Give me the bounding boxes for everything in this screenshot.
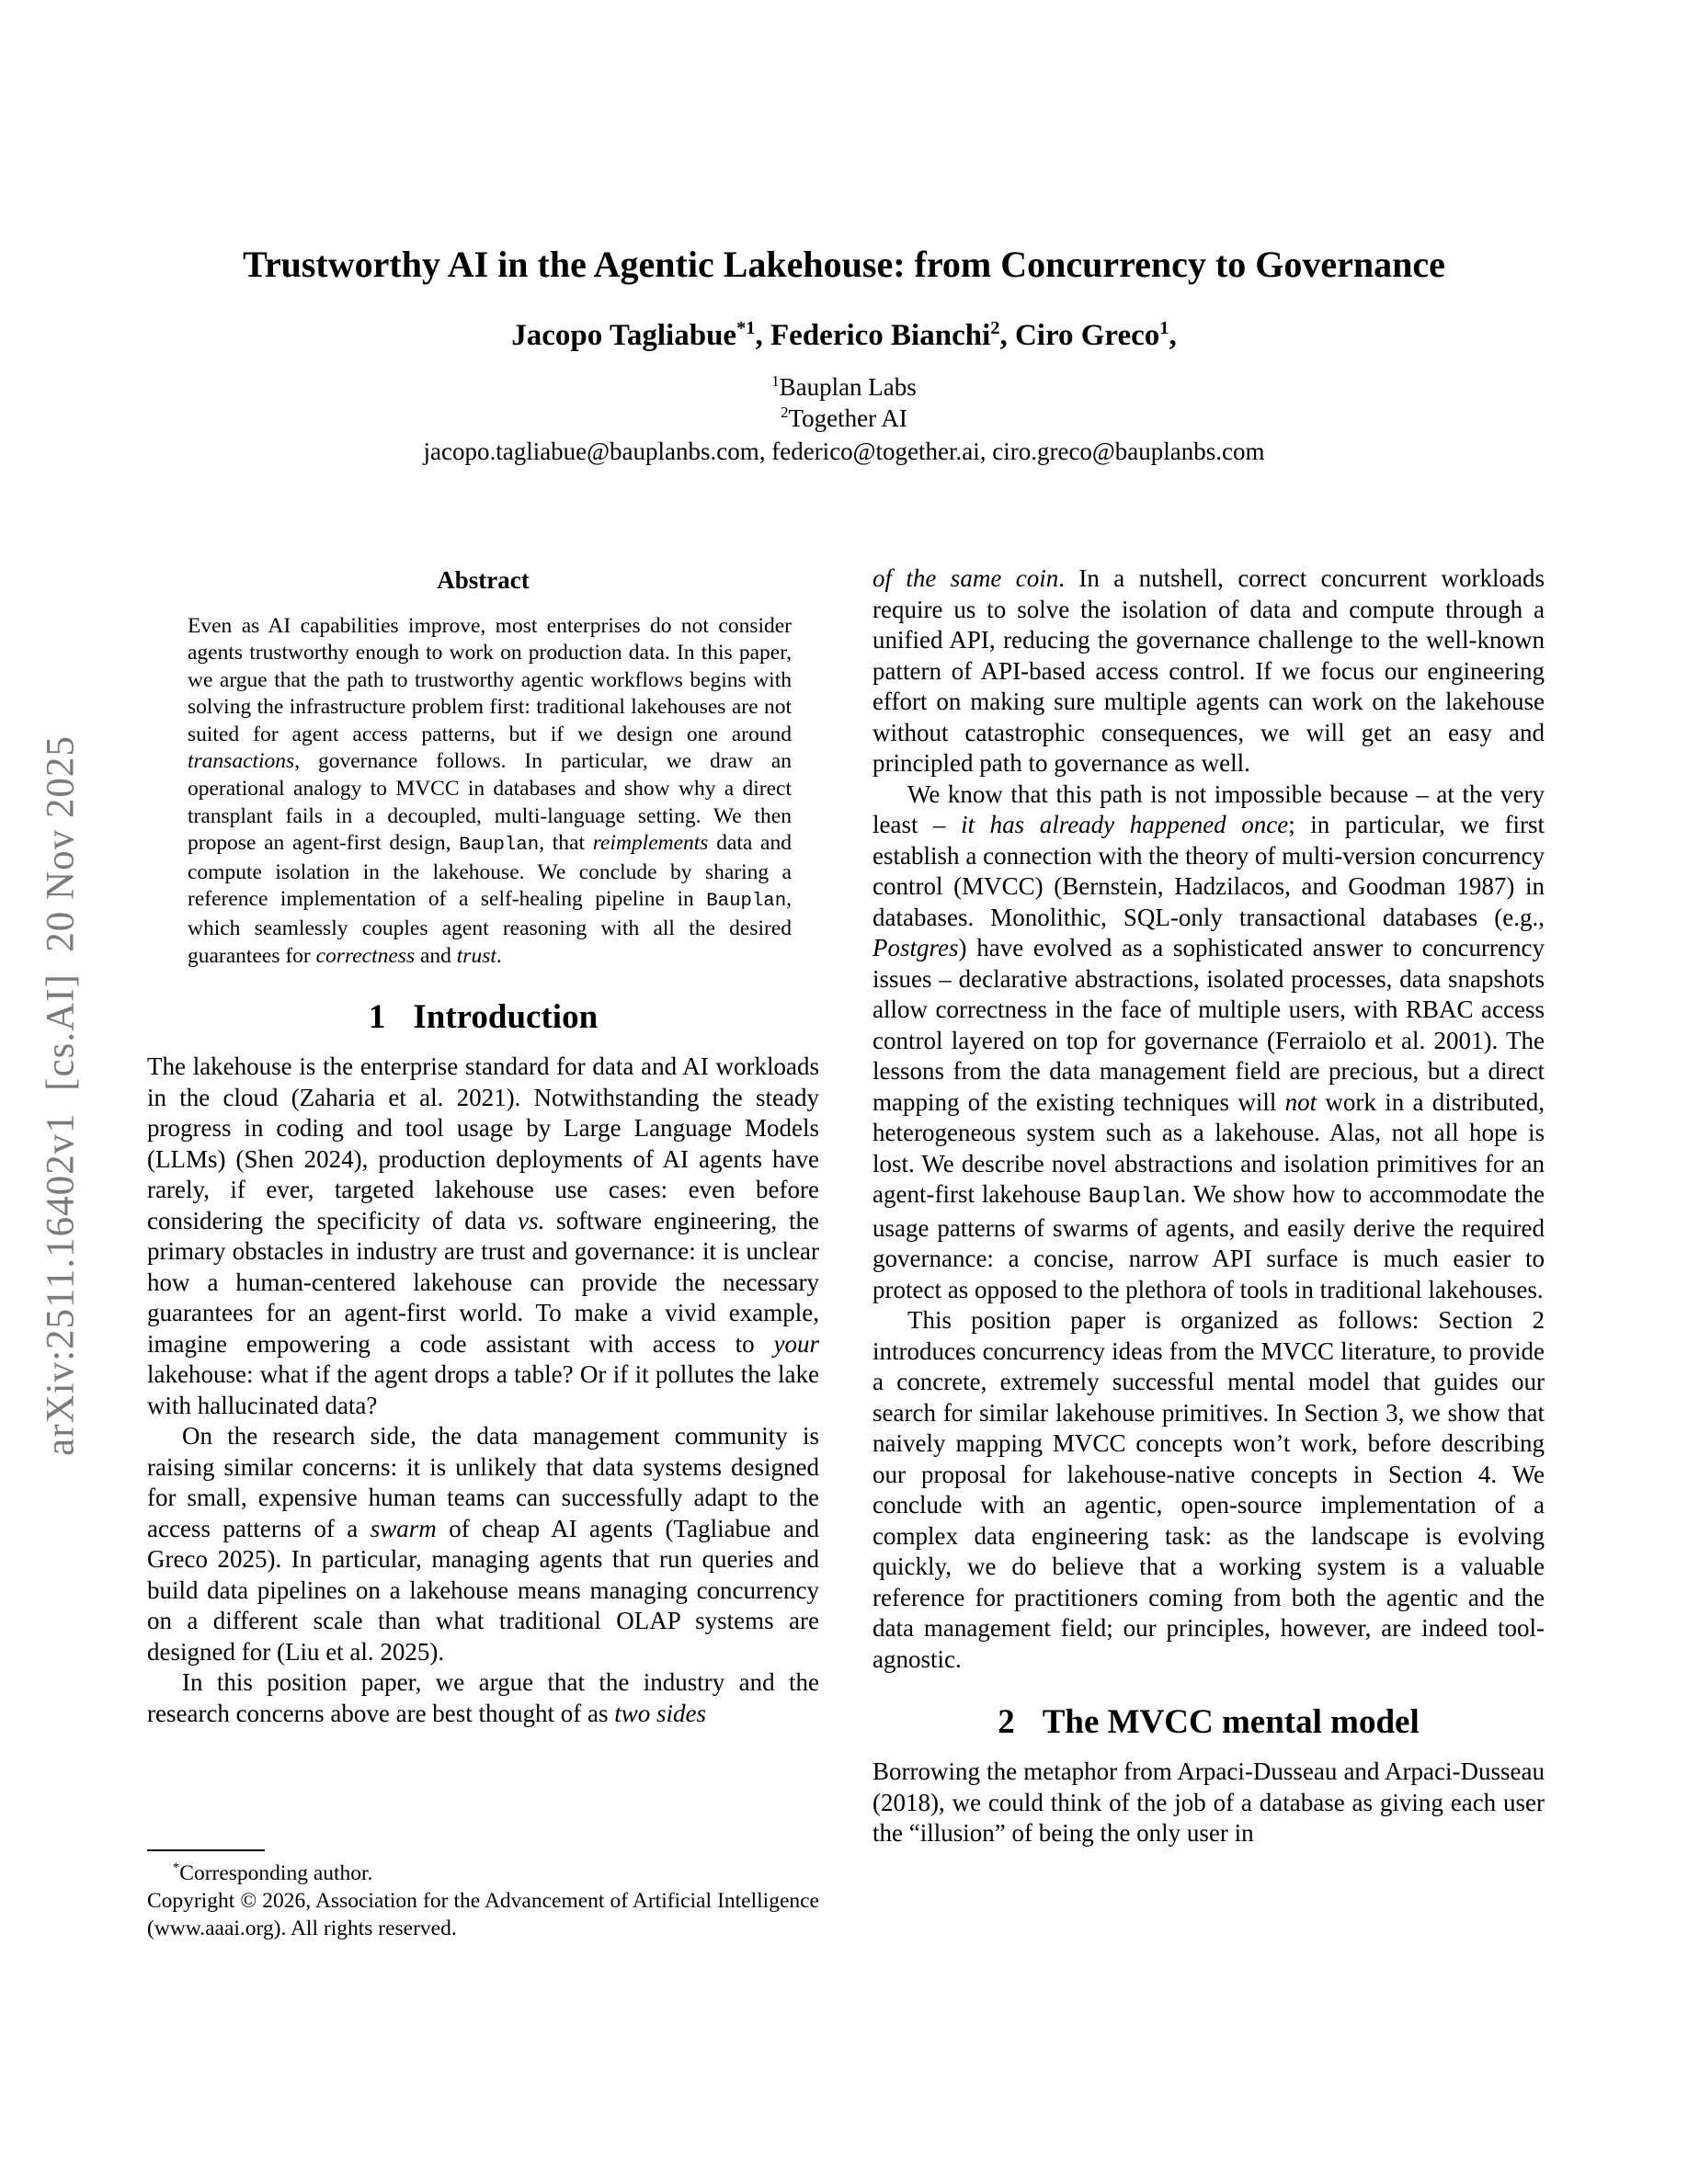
emphasis-text: reimplements: [592, 831, 709, 856]
text-run: lakehouse: what if the agent drops a table? Or if it pollutes the lake with hallucinated data?: [147, 1360, 819, 1419]
section-heading: [873, 1702, 1545, 1743]
paragraph: [873, 1757, 1545, 1849]
emphasis-text: it has already happened once: [961, 811, 1289, 838]
code-inline: Bauplan: [1088, 1185, 1180, 1210]
two-column-body: [147, 563, 1545, 1942]
text-run: We know that this path is not impossible because – at the very least –: [873, 779, 1545, 838]
emphasis-text: two sides: [614, 1699, 707, 1727]
arxiv-watermark: arXiv:2511.16402v1 [cs.AI] 20 Nov 2025: [39, 735, 83, 1456]
emphasis-text: transactions: [188, 749, 295, 774]
paragraph: [873, 1305, 1545, 1675]
text-run: , Federico Bianchi: [755, 319, 991, 352]
text-run: Even as AI capabilities improve, most enterprises do not consider agents trustworthy enough to work on production data. In this paper, we argue that the path to trustworthy agentic workflows begins with solving the infrastructure problem first: traditional lakehouses are not suited for agent access patterns, but if we design one around: [188, 613, 792, 746]
text-run: In this position paper, we argue that the industry and the research concerns above are best thought of as: [147, 1668, 819, 1727]
superscript: 1: [1159, 318, 1169, 338]
emphasis-text: trust: [456, 943, 496, 968]
text-run: ,: [1169, 319, 1177, 352]
emphasis-text: swarm: [370, 1514, 437, 1542]
superscript: 2: [781, 404, 789, 421]
paragraph: [873, 779, 1545, 1306]
emphasis-text: Postgres: [873, 934, 959, 961]
left-column: [147, 563, 819, 1942]
superscript: 2: [990, 318, 1000, 338]
section-title: The MVCC mental model: [1042, 1703, 1420, 1741]
text-run: , which seamlessly couples agent reasoning with all the desired guarantees for: [188, 887, 792, 968]
emphasis-text: correctness: [315, 943, 416, 968]
text-run: . We show how to accommodate the usage patterns of swarms of agents, and easily derive the required governance: a concise, narrow API surface is much easier to protect as opposed to the plethora of tools in traditional lakehouses.: [873, 1180, 1545, 1303]
text-run: This position paper is organized as follows: Section 2 introduces concurrency ideas from the MVCC literature, to provide a concrete, extremely successful mental model that guides our search for similar lakehouse primitives. In Section 3, we show that naively mapping MVCC concepts won’t work, before describing our proposal for lakehouse-native concepts in Section 4. We conclude with an agentic, open-source implementation of a complex data engineering task: as the landscape is evolving quickly, we do believe that a working system is a valuable reference for practitioners coming from both the agentic and the data management field; our principles, however, are indeed tool-agnostic.: [873, 1306, 1545, 1673]
text-run: Bauplan Labs: [779, 373, 917, 401]
footnote-rule: [147, 1849, 265, 1851]
paragraph: [147, 1052, 819, 1421]
section-heading: [147, 997, 819, 1038]
abstract-heading: Abstract: [437, 566, 530, 594]
text-run: Copyright © 2026, Association for the Advancement of Artificial Intelligence (www.aaai.org). All rights reserved.: [147, 1889, 819, 1940]
text-run: Corresponding author.: [179, 1861, 373, 1885]
footnote: [147, 1849, 819, 1942]
section-title: Introduction: [413, 998, 599, 1037]
text-run: of cheap AI agents (Tagliabue and Greco 2025). In particular, managing agents that run queries and build data pipelines on a lakehouse means managing concurrency on a different scale than what traditional OLAP systems are designed for (Liu et al. 2025).: [147, 1514, 819, 1666]
text-run: On the research side, the data management community is raising similar concerns: it is unlikely that data systems designed for small, expensive human teams can successfully adapt to the access patterns of a: [147, 1422, 819, 1542]
text-run: , governance follows. In particular, we draw an operational analogy to MVCC in databases and show why a direct transplant fails in a decoupled, multi-language setting. We then propose an agent-first design,: [188, 749, 792, 856]
superscript: *1: [736, 318, 756, 338]
superscript: *: [173, 1860, 180, 1876]
affiliation-together-ai: [0, 403, 1688, 434]
front-matter: [0, 0, 1688, 466]
paragraph: [147, 1667, 819, 1729]
emphasis-text: your: [773, 1329, 819, 1358]
section-number: 2: [998, 1703, 1015, 1741]
affiliations: [0, 371, 1688, 434]
text-run: , Ciro Greco: [999, 319, 1160, 352]
paragraph: [147, 1421, 819, 1667]
emphasis-text: not: [1284, 1087, 1317, 1116]
text-run: software engineering, the primary obstacles in industry are trust and governance: it is unclear how a human-centered lakehouse can provide the necessary guarantees for an agent-first world. To make a vivid example, imagine empowering a code assistant with access to: [147, 1206, 820, 1358]
paper-title: Trustworthy AI in the Agentic Lakehouse: from Concurrency to Governance: [243, 244, 1445, 285]
footnote-line: [147, 1887, 819, 1942]
right-column: [873, 563, 1545, 1942]
emphasis-text: vs.: [518, 1206, 545, 1234]
text-run: work in a distributed, heterogeneous system such as a lakehouse. Alas, not all hope is lost. We describe novel abstractions and isolation primitives for an agent-first lakehouse: [873, 1087, 1545, 1208]
superscript: 1: [771, 372, 780, 390]
text-run: data and compute isolation in the lakehouse. We conclude by sharing a reference implementation of a self-healing pipeline in: [188, 831, 792, 912]
text-run: ; in particular, we first establish a connection with the theory of multi-version concurrency control (MVCC) (Bernstein, Hadzilacos, and Goodman 1987) in databases. Monolithic, SQL-only transactional databases (e.g.,: [873, 811, 1545, 931]
text-run: .: [496, 943, 502, 968]
text-run: . In a nutshell, correct concurrent workloads require us to solve the isolation of data and compute through a unified API, reducing the governance challenge to the well-known pattern of API-based access control. If we focus our engineering effort on making sure multiple agents can work on the lakehouse without catastrophic consequences, we will get an easy and principled path to governance as well.: [873, 564, 1545, 777]
affiliation-bauplan-labs: [0, 371, 1688, 403]
text-run: Jacopo Tagliabue: [511, 319, 737, 352]
footnote-line: [147, 1860, 819, 1887]
author-emails: jacopo.tagliabue@bauplanbs.com, federico@together.ai, ciro.greco@bauplanbs.com: [423, 438, 1265, 465]
abstract-paragraph: [147, 613, 819, 971]
code-inline: Bauplan: [706, 891, 787, 913]
code-inline: Bauplan: [459, 835, 540, 857]
section-number: 1: [368, 998, 386, 1037]
text-run: , that: [539, 831, 593, 856]
text-run: Borrowing the metaphor from Arpaci-Dusseau and Arpaci-Dusseau (2018), we could think of the job of a database as giving each user the “illusion” of being the only user in: [873, 1757, 1545, 1847]
text-run: and: [415, 943, 457, 968]
author-line: [0, 319, 1688, 353]
text-run: The lakehouse is the enterprise standard for data and AI workloads in the cloud (Zaharia et al. 2021). Notwithstanding the steady progress in coding and tool usage by Large Language Models (LLMs) (Shen 2024), production deployments of AI agents have rarely, if ever, targeted lakehouse use cases: even before considering the specificity of data: [147, 1052, 819, 1234]
emphasis-text: of the same coin: [873, 564, 1059, 592]
text-run: Together AI: [788, 404, 907, 432]
text-run: ) have evolved as a sophisticated answer to concurrency issues – declarative abstractions, isolated processes, data snapshots allow correctness in the face of multiple users, with RBAC access control layered on top for governance (Ferraiolo et al. 2001). The lessons from the data management field are precious, but a direct mapping of the existing techniques will: [873, 934, 1545, 1116]
paragraph: [873, 563, 1545, 779]
